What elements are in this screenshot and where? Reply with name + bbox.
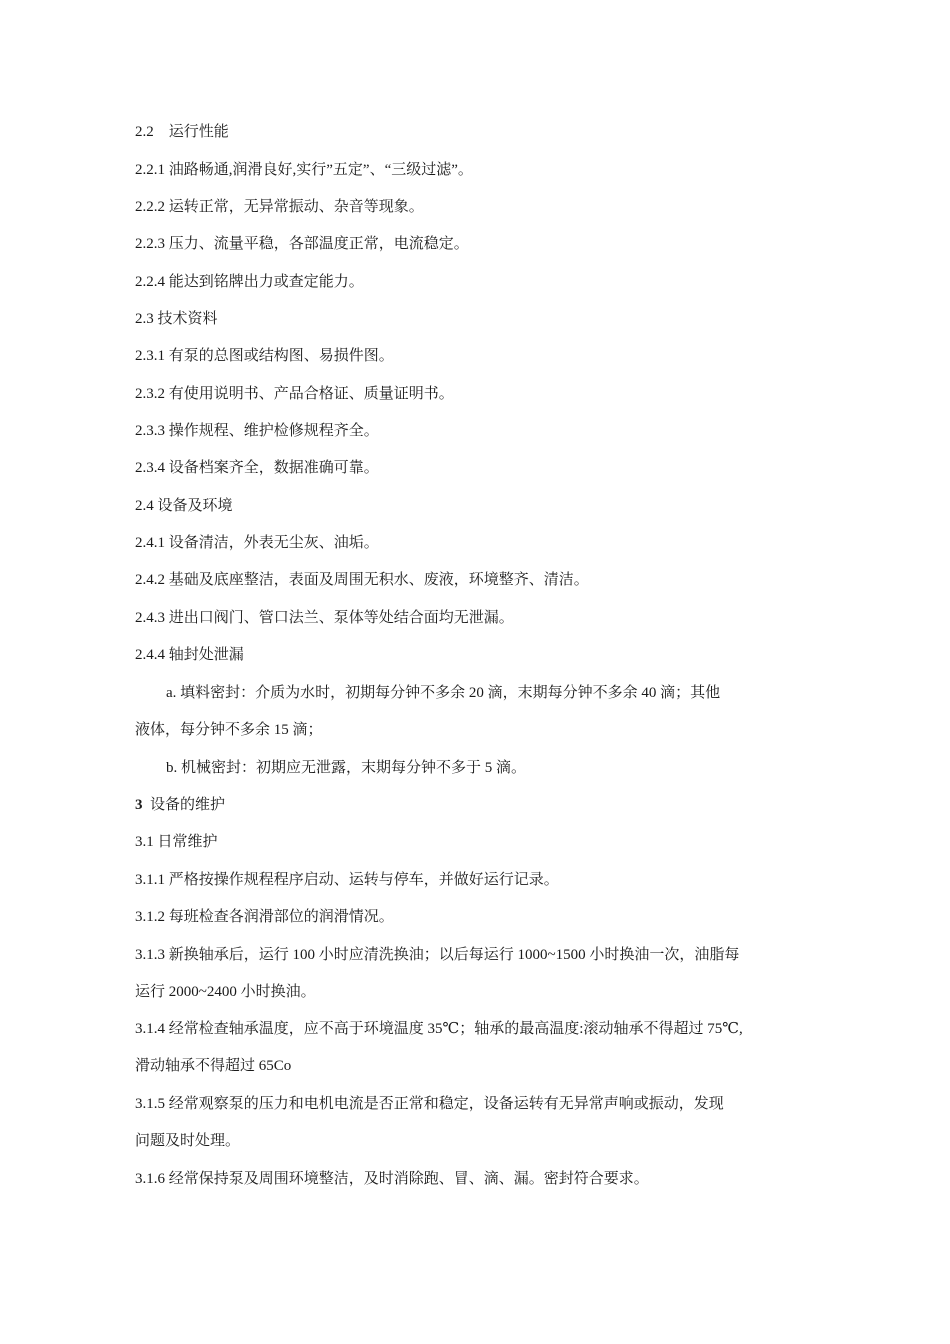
section-heading-2-4: 2.4 设备及环境 [135, 498, 233, 514]
paragraph-3-1-3-continued: 运行 2000~2400 小时换油。 [135, 984, 316, 1000]
section-heading-3-1: 3.1 日常维护 [135, 834, 218, 850]
paragraph-3-1-5-continued: 问题及时处理。 [135, 1133, 241, 1149]
section-title: 设备的维护 [150, 797, 226, 813]
paragraph-3-1-2: 3.1.2 每班检查各润滑部位的润滑情况。 [135, 909, 394, 925]
paragraph-2-2-1: 2.2.1 油路畅通,润滑良好,实行”五定”、“三级过滤”。 [135, 162, 473, 178]
list-item-b: b. 机械密封：初期应无泄露，末期每分钟不多于 5 滴。 [166, 760, 527, 776]
paragraph-2-3-4: 2.3.4 设备档案齐全，数据准确可靠。 [135, 460, 379, 476]
paragraph-2-4-2: 2.4.2 基础及底座整洁，表面及周围无积水、废液，环境整齐、清洁。 [135, 572, 589, 588]
paragraph-3-1-4-continued: 滑动轴承不得超过 65Co [135, 1058, 292, 1074]
paragraph-2-3-2: 2.3.2 有使用说明书、产品合格证、质量证明书。 [135, 386, 454, 402]
section-heading-3 [135, 795, 225, 815]
paragraph-2-3-1: 2.3.1 有泵的总图或结构图、易损件图。 [135, 348, 394, 364]
paragraph-2-4-4: 2.4.4 轴封处泄漏 [135, 647, 244, 663]
paragraph-3-1-1: 3.1.1 严格按操作规程程序启动、运转与停车，并做好运行记录。 [135, 872, 559, 888]
list-item-a: a. 填料密封：介质为水时，初期每分钟不多余 20 滴，末期每分钟不多余 40 滴；其他 [166, 685, 721, 701]
section-number: 3 [135, 797, 143, 813]
paragraph-2-2-4: 2.2.4 能达到铭牌出力或查定能力。 [135, 274, 364, 290]
paragraph-3-1-3: 3.1.3 新换轴承后，运行 100 小时应清洗换油；以后每运行 1000~1500 小时换油一次，油脂每 [135, 947, 740, 963]
section-heading-2-3: 2.3 技术资料 [135, 311, 218, 327]
paragraph-3-1-6: 3.1.6 经常保持泵及周围环境整洁，及时消除跑、冒、滴、漏。密封符合要求。 [135, 1171, 649, 1187]
paragraph-2-3-3: 2.3.3 操作规程、维护检修规程齐全。 [135, 423, 379, 439]
paragraph-2-4-3: 2.4.3 进出口阀门、管口法兰、泵体等处结合面均无泄漏。 [135, 610, 514, 626]
list-item-a-continued: 液体，每分钟不多余 15 滴； [135, 722, 323, 738]
paragraph-2-2-3: 2.2.3 压力、流量平稳，各部温度正常，电流稳定。 [135, 236, 469, 252]
paragraph-3-1-5: 3.1.5 经常观察泵的压力和电机电流是否正常和稳定，设备运转有无异常声响或振动，发现 [135, 1096, 724, 1112]
paragraph-2-4-1: 2.4.1 设备清洁，外表无尘灰、油垢。 [135, 535, 379, 551]
section-heading-2-2: 2.2 运行性能 [135, 124, 229, 140]
paragraph-2-2-2: 2.2.2 运转正常，无异常振动、杂音等现象。 [135, 199, 424, 215]
paragraph-3-1-4: 3.1.4 经常检查轴承温度，应不高于环境温度 35℃；轴承的最高温度:滚动轴承不得超过 75℃, [135, 1021, 743, 1037]
